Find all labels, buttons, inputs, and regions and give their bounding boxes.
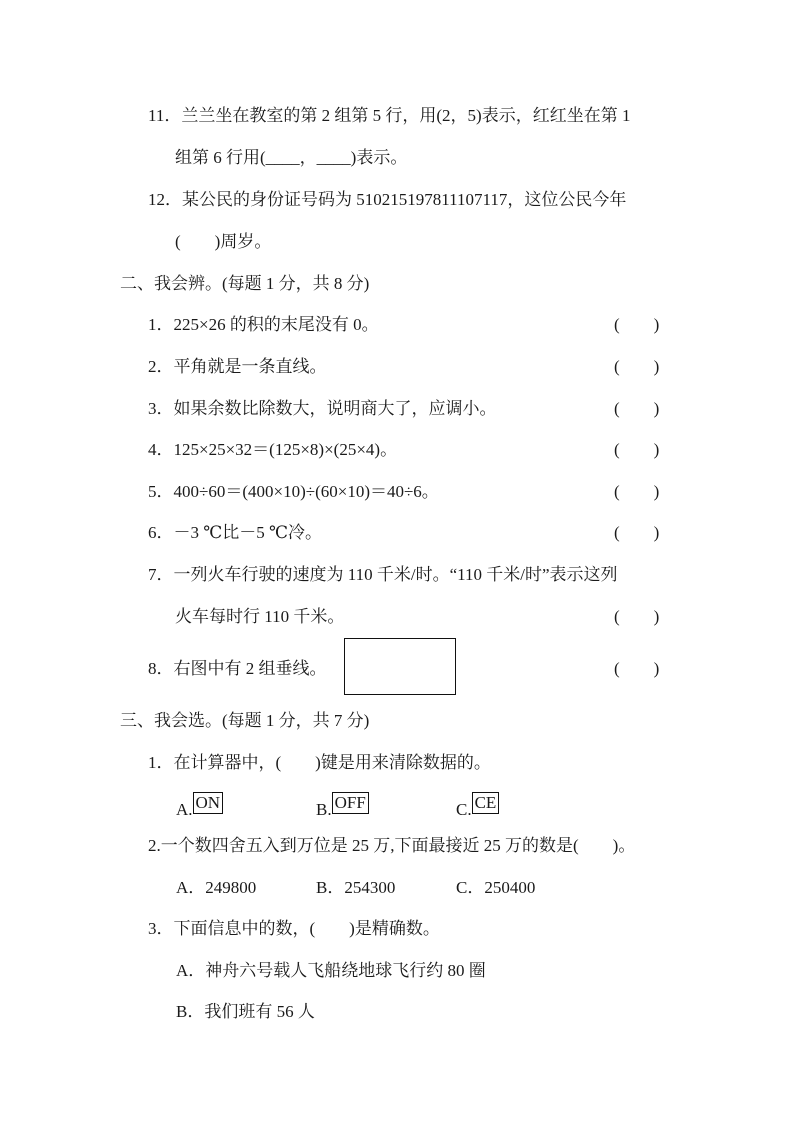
answer-blank-3[interactable]: ( ) [614,399,660,418]
option-label: C. [456,800,472,819]
option-label: B． [316,878,345,897]
rectangle-figure [344,638,456,695]
option-b[interactable] [316,877,395,899]
judge-item-5 [148,481,439,503]
choice-question-3 [148,918,440,940]
option-value: 我们班有 56 人 [204,1002,315,1021]
judge-item-2 [148,356,327,378]
item-number: 2． [148,357,174,376]
answer-blank-6[interactable]: ( ) [614,523,660,542]
item-number: 4． [148,440,174,459]
judge-item-3 [148,398,497,420]
answer-blank-4[interactable]: ( ) [614,440,660,459]
option-c[interactable] [456,793,499,821]
item-number: 5． [148,482,174,501]
option-value: 249800 [205,878,257,897]
judge-item-1 [148,314,379,336]
item-text: 125×25×32＝(125×8)×(25×4)。 [173,440,398,459]
item-text: 如果余数比除数大，说明商大了，应调小。 [173,399,497,418]
option-label: B. [316,800,332,819]
question-number: 1． [148,753,174,772]
question-11-line1 [148,105,630,127]
choice-question-2 [148,835,635,857]
calculator-key-ce: CE [472,792,500,814]
question-text: 下面信息中的数，( )是精确数。 [173,919,440,938]
item-text: 225×26 的积的末尾没有 0。 [173,315,379,334]
question-text: 在计算器中，( )键是用来清除数据的。 [173,753,491,772]
question-number: 3． [148,919,174,938]
option-value: 250400 [484,878,536,897]
question-number: 2. [148,836,161,855]
item-text: －3 ℃比－5 ℃冷。 [173,523,323,542]
section-three-heading: 三、我会选。(每题 1 分，共 7 分) [120,711,370,730]
option-value: 神舟六号载人飞船绕地球飞行约 80 圈 [205,961,486,980]
judge-item-7 [148,564,618,586]
option-label: A. [176,800,193,819]
item-text: 右图中有 2 组垂线。 [173,659,327,678]
section-two-heading: 二、我会辨。(每题 1 分，共 8 分) [120,274,370,293]
option-a[interactable] [176,793,223,821]
option-label: A． [176,961,206,980]
calculator-key-off: OFF [332,792,369,814]
option-label: C． [456,878,485,897]
answer-blank-5[interactable]: ( ) [614,482,660,501]
item-number: 8． [148,659,174,678]
question-text: 组第 6 行用(____，____)表示。 [175,148,408,167]
calculator-key-on: ON [193,792,224,814]
question-text: 某公民的身份证号码为 510215197811107117，这位公民今年 [182,190,627,209]
item-text: 400÷60＝(400×10)÷(60×10)＝40÷6。 [173,482,439,501]
judge-item-6 [148,522,322,544]
judge-item-4 [148,439,397,461]
option-label: B． [176,1002,205,1021]
item-number: 3． [148,399,174,418]
option-a[interactable] [176,877,256,899]
question-number: 11． [148,106,182,125]
answer-blank-8[interactable]: ( ) [614,659,660,678]
question-text: 兰兰坐在教室的第 2 组第 5 行，用(2，5)表示，红红坐在第 1 [181,106,631,125]
option-c[interactable] [456,877,535,899]
option-a[interactable] [176,960,486,982]
item-number: 7． [148,565,174,584]
item-number: 1． [148,315,174,334]
answer-blank-1[interactable]: ( ) [614,315,660,334]
judge-item-8 [148,658,327,680]
option-value: 254300 [344,878,396,897]
item-number: 6． [148,523,174,542]
judge-item-7-line2: 火车每时行 110 千米。 [175,607,345,626]
answer-blank-7[interactable]: ( ) [614,607,660,626]
question-12-line1 [148,189,626,211]
option-b[interactable] [176,1001,315,1023]
option-b[interactable] [316,793,369,821]
option-label: A． [176,878,206,897]
item-text: 平角就是一条直线。 [173,357,327,376]
choice-question-1 [148,752,491,774]
item-text: 一列火车行驶的速度为 110 千米/时。“110 千米/时”表示这列 [173,565,618,584]
question-11-line2 [175,147,407,169]
question-number: 12． [148,190,182,209]
question-text: 一个数四舍五入到万位是 25 万,下面最接近 25 万的数是( )。 [160,836,636,855]
answer-blank-2[interactable]: ( ) [614,357,660,376]
question-text: ( )周岁。 [175,232,272,251]
question-12-line2 [175,231,271,253]
